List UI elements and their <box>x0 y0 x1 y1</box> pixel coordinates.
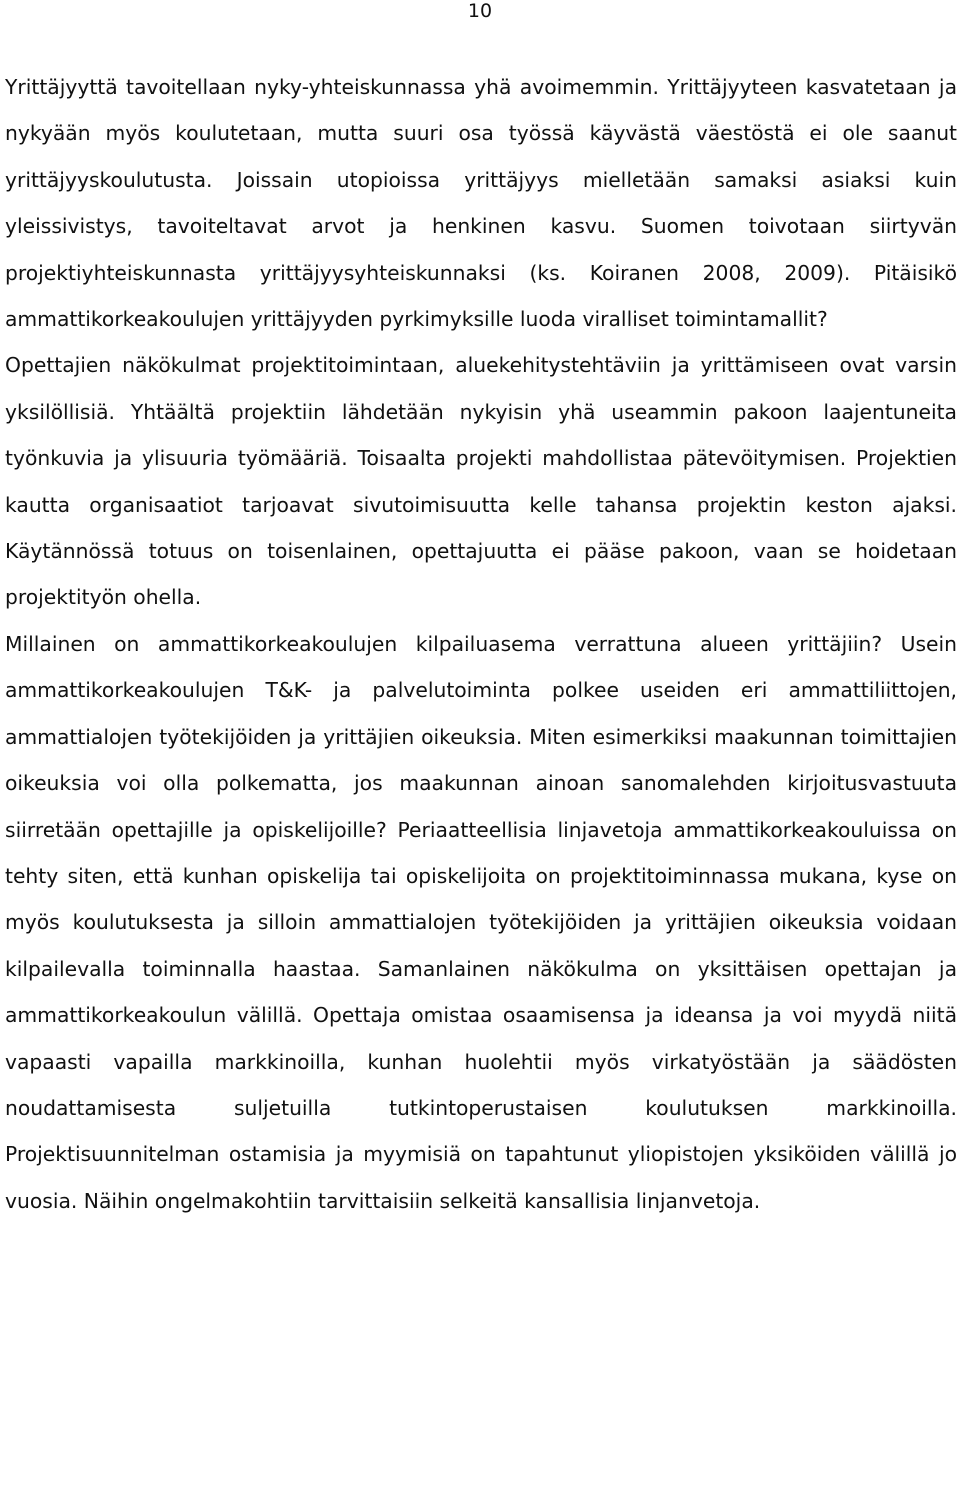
paragraph-teacher-perspectives: Opettajien näkökulmat projektitoimintaan, aluekehitystehtäviin ja yrittämiseen ovat varsin yksilöllisiä. Yhtäältä projektiin lähdetään nykyisin yhä useammin pakoon laajentuneita työnkuvia ja ylisuuria työmääriä. Toisaalta projekti mahdollistaa pätevöitymisen. Projektien kautta organisaatiot tarjoavat sivutoimisuutta kelle tahansa projektin keston ajaksi. Käytännössä totuus on toisenlainen, opettajuutta ei pääse pakoon, vaan se hoidetaan projektityön ohella. <box>5 353 957 610</box>
page-number: 10 <box>467 0 493 22</box>
paragraph-entrepreneurship-goals: Yrittäjyyttä tavoitellaan nyky-yhteiskunnassa yhä avoimemmin. Yrittäjyyteen kasvatetaan ja nykyään myös koulutetaan, mutta suuri osa työssä käyvästä väestöstä ei ole saanut yrittäjyyskoulutusta. Joissain utopioissa yrittäjyys mielletään samaksi asiaksi kuin yleissivistys, tavoiteltavat arvot ja henkinen kasvu. Suomen toivotaan siirtyvän projektiyhteiskunnasta yrittäjyysyhteiskunnaksi (ks. Koiranen 2008, 2009). Pitäisikö ammattikorkeakoulujen yrittäjyyden pyrkimyksille luoda viralliset toimintamallit? <box>5 75 957 332</box>
document-body <box>5 64 957 1224</box>
paragraph-competitive-position: Millainen on ammattikorkeakoulujen kilpailuasema verrattuna alueen yrittäjiin? Usein ammattikorkeakoulujen T&K- ja palvelutoiminta polkee useiden eri ammattiliittojen, ammattialojen työtekijöiden ja yrittäjien oikeuksia. Miten esimerkiksi maakunnan toimittajien oikeuksia voi olla polkematta, jos maakunnan ainoan sanomalehden kirjoitusvastuuta siirretään opettajille ja opiskelijoille? Periaatteellisia linjavetoja ammattikorkeakouluissa on tehty siten, että kunhan opiskelija tai opiskelijoita on projektitoiminnassa mukana, kyse on myös koulutuksesta ja silloin ammattialojen työtekijöiden ja yrittäjien oikeuksia voidaan kilpailevalla toiminnalla haastaa. Samanlainen näkökulma on yksittäisen opettajan ja ammattikorkeakoulun välillä. Opettaja omistaa osaamisensa ja ideansa ja voi myydä niitä vapaasti vapailla markkinoilla, kunhan huolehtii myös virkatyöstään ja säädösten noudattamisesta suljetuilla tutkintoperustaisen koulutuksen markkinoilla. Projektisuunnitelman ostamisia ja myymisiä on tapahtunut yliopistojen yksiköiden välillä jo vuosia. Näihin ongelmakohtiin tarvittaisiin selkeitä kansallisia linjanvetoja. <box>5 631 957 1213</box>
